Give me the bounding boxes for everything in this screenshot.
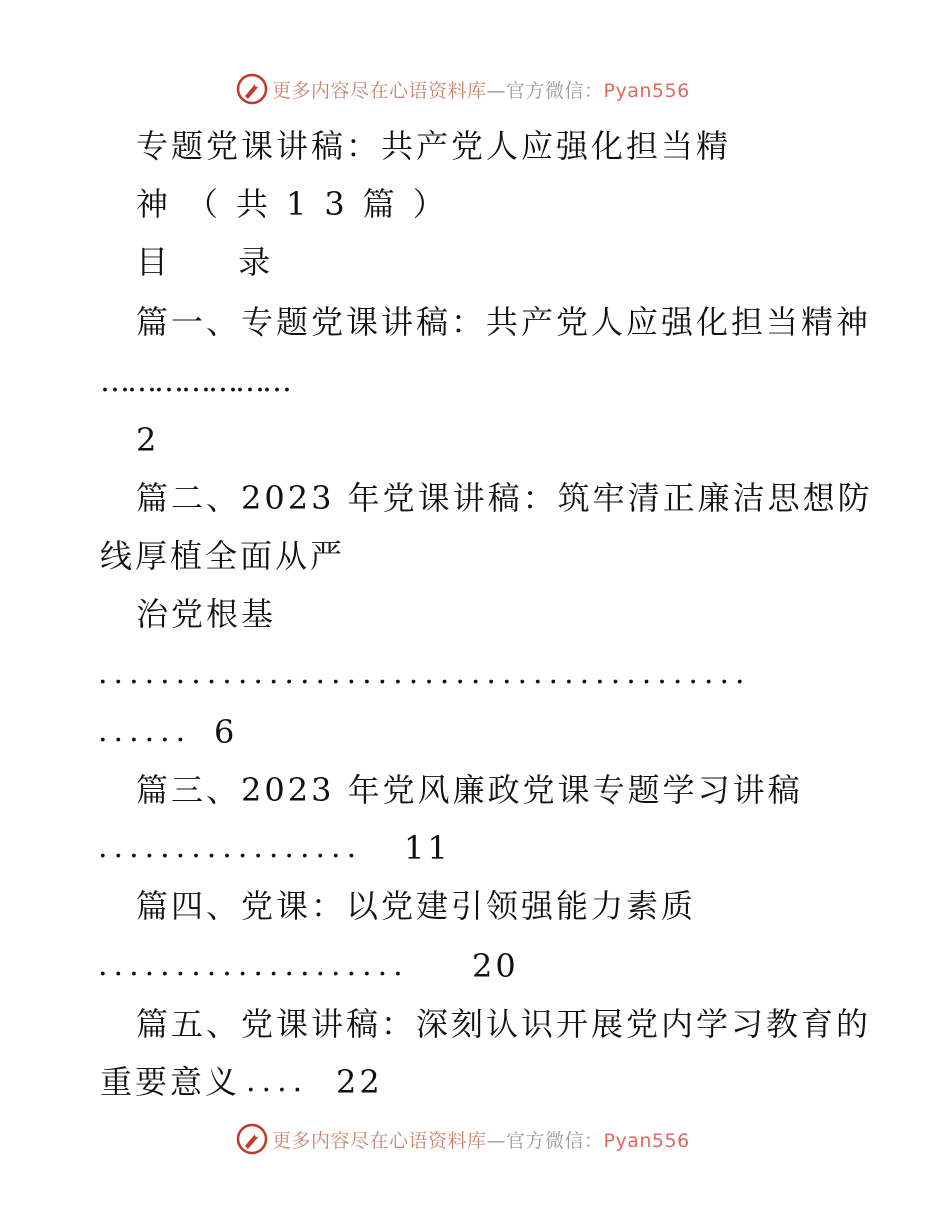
toc-heading: 目 录 [136,243,301,281]
toc-entry-3-page[interactable]: 11 [404,829,451,867]
doc-title-line2: 神（共13篇） [136,185,463,223]
toc-entry-1-page[interactable]: 2 [136,421,157,459]
toc-entry-2-title-cont[interactable]: 线厚植全面从严 [100,537,346,575]
pen-logo-icon [236,73,268,105]
toc-entry-2-title-cont2[interactable]: 治党根基 [136,595,277,633]
watermark-top [236,72,716,106]
pen-logo-icon [236,1123,268,1155]
toc-entry-1-leader: ………………… [100,364,289,399]
toc-entry-3-title[interactable]: 篇三、2023 年党风廉政党课专题学习讲稿 [136,771,803,809]
toc-entry-5-title-cont[interactable]: 重要意义 [100,1063,241,1101]
toc-entry-5-leader: .... [246,1064,309,1099]
watermark-text: 更多内容尽在心语资料库—官方微信：Pyan556 [272,1129,690,1152]
toc-entry-5-title[interactable]: 篇五、党课讲稿：深刻认识开展党内学习教育的 [136,1005,872,1043]
toc-entry-4-title[interactable]: 篇四、党课：以党建引领强能力素质 [136,887,697,925]
toc-entry-2-title[interactable]: 篇二、2023 年党课讲稿：筑牢清正廉洁思想防 [136,479,873,517]
watermark-bottom [236,1122,716,1156]
watermark-text: 更多内容尽在心语资料库—官方微信：Pyan556 [272,79,690,102]
toc-entry-2-leader-cont: ...... [98,714,192,749]
toc-entry-5-page[interactable]: 22 [336,1063,383,1101]
toc-entry-4-leader: .................... [98,948,409,983]
doc-title-line1: 专题党课讲稿：共产党人应强化担当精 [136,127,732,165]
toc-entry-4-page[interactable]: 20 [472,947,519,985]
toc-entry-2-leader: .......................................... [98,656,751,691]
toc-entry-3-leader: ................. [98,830,363,865]
toc-entry-2-page[interactable]: 6 [214,713,235,751]
toc-entry-1-title[interactable]: 篇一、专题党课讲稿：共产党人应强化担当精神 [136,303,872,341]
